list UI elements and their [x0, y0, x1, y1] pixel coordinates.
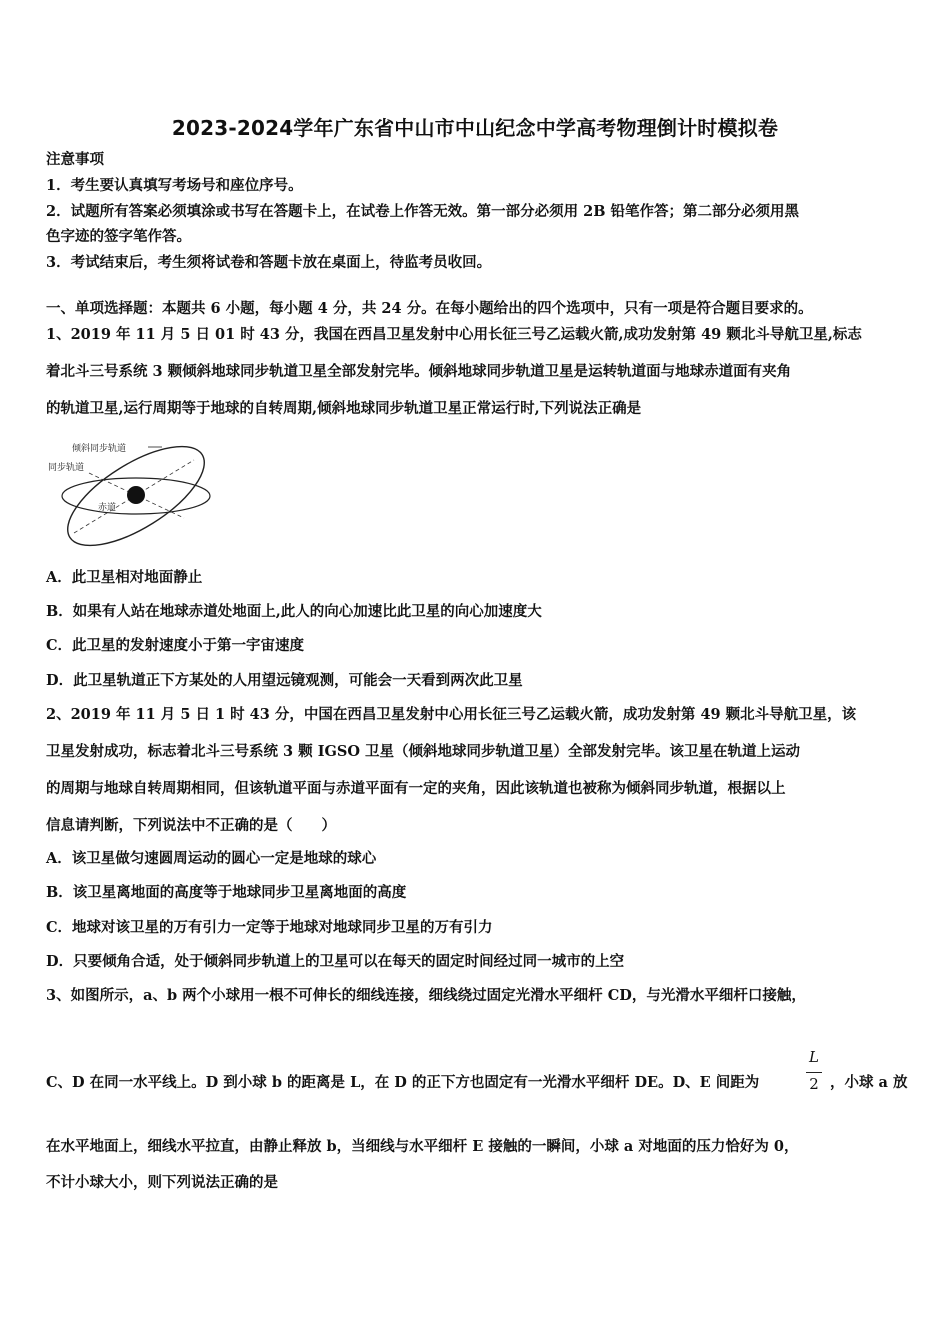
- question-1-text: 的轨道卫星,运行周期等于地球的自转周期,倾斜地球同步轨道卫星正常运行时,下列说法正确是: [46, 400, 642, 417]
- question-3-text: 在水平地面上，细线水平拉直，由静止释放 b，当细线与水平细杆 E 接触的一瞬间，小球 a 对地面的压力恰好为 0，: [46, 1138, 799, 1155]
- notice-heading: 注意事项: [46, 151, 104, 168]
- orbit-figure: [44, 438, 216, 556]
- fraction-numerator: L: [809, 1048, 819, 1066]
- page-title: 2023-2024学年广东省中山市中山纪念中学高考物理倒计时模拟卷: [171, 116, 779, 140]
- question-2-text: 信息请判断，下列说法中不正确的是（ ）: [46, 817, 336, 834]
- question-2-option-b: B．该卫星离地面的高度等于地球同步卫星离地面的高度: [46, 884, 407, 901]
- notice-item: 1．考生要认真填写考场号和座位序号。: [46, 177, 303, 194]
- question-3-text: ，小球 a 放: [830, 1074, 908, 1091]
- earth-icon: [127, 486, 145, 504]
- question-2-text: 卫星发射成功，标志着北斗三号系统 3 颗 IGSO 卫星（倾斜地球同步轨道卫星）全部发射完毕。该卫星在轨道上运动: [46, 743, 801, 760]
- question-1-option-c: C．此卫星的发射速度小于第一宇宙速度: [46, 637, 305, 654]
- question-3-text: C、D 在同一水平线上。D 到小球 b 的距离是 L，在 D 的正下方也固定有一光滑水平细杆 DE。D、E 间距为: [46, 1074, 760, 1091]
- notice-item: 3．考试结束后，考生须将试卷和答题卡放在桌面上，待监考员收回。: [46, 254, 492, 271]
- question-1-option-b: B．如果有人站在地球赤道处地面上,此人的向心加速比此卫星的向心加速度大: [46, 603, 542, 620]
- notice-item: 2．试题所有答案必须填涂或书写在答题卡上，在试卷上作答无效。第一部分必须用 2B 铅笔作答；第二部分必须用黑: [46, 203, 800, 220]
- question-2-text: 2、2019 年 11 月 5 日 1 时 43 分，中国在西昌卫星发射中心用长征三号乙运载火箭，成功发射第 49 颗北斗导航卫星，该: [46, 706, 857, 723]
- notice-item: 色字迹的签字笔作答。: [46, 228, 191, 245]
- question-1-option-a: A．此卫星相对地面静止: [46, 569, 203, 586]
- question-3-text: 3、如图所示，a、b 两个小球用一根不可伸长的细线连接，细线绕过固定光滑水平细杆 CD，与光滑水平细杆口接触，: [46, 987, 806, 1004]
- fraction-bar: [806, 1072, 822, 1073]
- question-1-option-d: D．此卫星轨道正下方某处的人用望远镜观测，可能会一天看到两次此卫星: [46, 672, 523, 689]
- question-3-text: 不计小球大小，则下列说法正确的是: [46, 1174, 278, 1191]
- label-sync-orbit: 同步轨道: [48, 463, 85, 473]
- fraction-denominator: 2: [809, 1075, 819, 1093]
- orbit-diagram: [44, 438, 216, 556]
- question-1-text: 1、2019 年 11 月 5 日 01 时 43 分，我国在西昌卫星发射中心用长征三号乙运载火箭,成功发射第 49 颗北斗导航卫星,标志: [46, 326, 862, 343]
- question-2-option-c: C．地球对该卫星的万有引力一定等于地球对地球同步卫星的万有引力: [46, 919, 493, 936]
- question-2-option-a: A．该卫星做匀速圆周运动的圆心一定是地球的球心: [46, 850, 377, 867]
- label-equator: 赤道: [98, 503, 117, 513]
- section-heading: 一、单项选择题：本题共 6 小题，每小题 4 分，共 24 分。在每小题给出的四个选项中，只有一项是符合题目要求的。: [46, 300, 813, 317]
- question-2-option-d: D．只要倾角合适，处于倾斜同步轨道上的卫星可以在每天的固定时间经过同一城市的上空: [46, 953, 625, 970]
- question-1-text: 着北斗三号系统 3 颗倾斜地球同步轨道卫星全部发射完毕。倾斜地球同步轨道卫星是运转轨道面与地球赤道面有夹角: [46, 363, 792, 380]
- fraction-l-over-2: [803, 1048, 825, 1100]
- label-inclined-orbit: 倾斜同步轨道: [72, 444, 127, 454]
- question-2-text: 的周期与地球自转周期相同，但该轨道平面与赤道平面有一定的夹角，因此该轨道也被称为倾斜同步轨道，根据以上: [46, 780, 786, 797]
